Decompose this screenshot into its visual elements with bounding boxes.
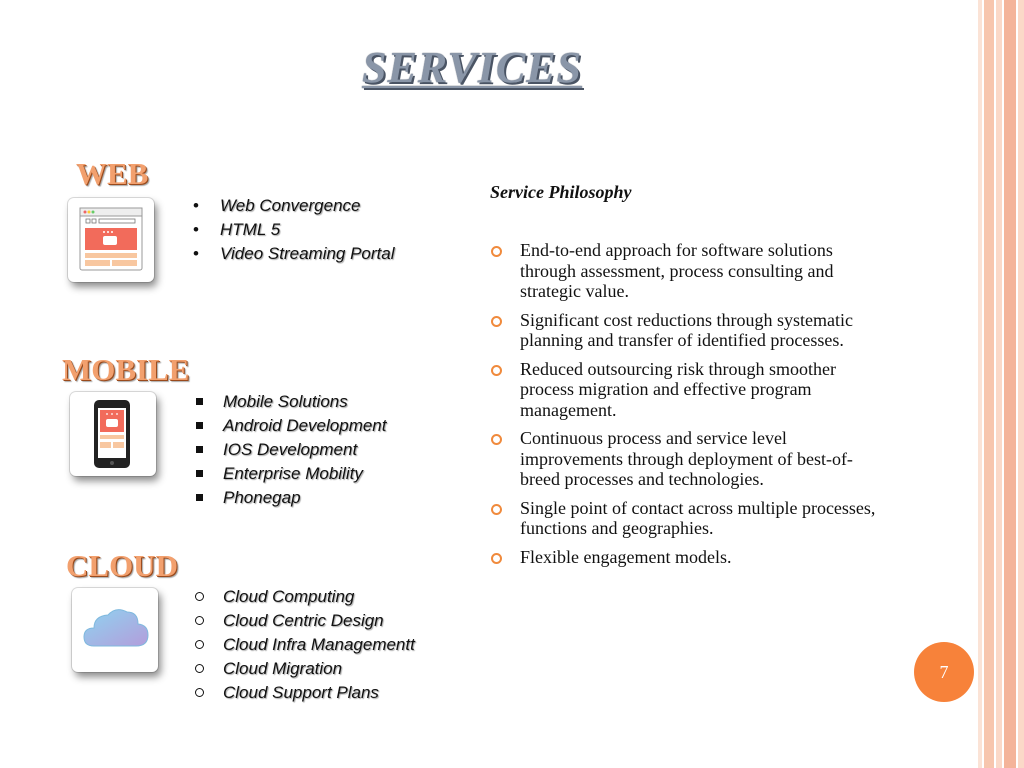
bullet-circle-icon	[491, 246, 502, 257]
bullet-circle-icon	[491, 504, 502, 515]
list-item: Mobile Solutions	[189, 390, 386, 414]
philosophy-point: Reduced outsourcing risk through smoother process migration and effective program management.	[490, 359, 885, 421]
list-item: Android Development	[189, 414, 386, 438]
page-number-badge: 7	[914, 642, 974, 702]
philosophy-point: Significant cost reductions through systematic planning and transfer of identified processes.	[490, 310, 885, 351]
web-services-list	[186, 194, 395, 266]
list-item: Cloud Support Plans	[189, 681, 415, 705]
smartphone-icon	[70, 392, 156, 476]
philosophy-point: Single point of contact across multiple processes, functions and geographies.	[490, 498, 885, 539]
web-heading: WEB	[76, 156, 149, 191]
philosophy-point: Flexible engagement models.	[490, 547, 885, 568]
list-item: Phonegap	[189, 486, 386, 510]
list-item: • Video Streaming Portal	[193, 244, 395, 263]
philosophy-title: Service Philosophy	[490, 182, 632, 202]
mobile-heading: MOBILE	[62, 352, 190, 387]
page-title: SERVICES	[361, 43, 582, 92]
list-item: • HTML 5	[193, 220, 281, 239]
list-item: Cloud Centric Design	[189, 609, 415, 633]
philosophy-point: Continuous process and service level improvements through deployment of best-of-breed processes and technologies.	[490, 428, 885, 490]
philosophy-point: End-to-end approach for software solutions through assessment, process consulting and strategic value.	[490, 240, 885, 302]
list-item: Cloud Computing	[189, 585, 415, 609]
bullet-circle-icon	[491, 365, 502, 376]
list-item: Cloud Migration	[189, 657, 415, 681]
browser-window-icon	[68, 198, 154, 282]
decorative-stripes	[978, 0, 1024, 768]
list-item: • Web Convergence	[193, 196, 361, 215]
cloud-heading: CLOUD	[66, 548, 178, 583]
list-item: IOS Development	[189, 438, 386, 462]
bullet-circle-icon	[491, 316, 502, 327]
cloud-icon	[72, 588, 158, 672]
list-item: Enterprise Mobility	[189, 462, 386, 486]
mobile-services-list	[189, 390, 386, 510]
cloud-services-list	[189, 585, 415, 705]
bullet-circle-icon	[491, 553, 502, 564]
philosophy-list	[490, 240, 885, 575]
bullet-circle-icon	[491, 434, 502, 445]
list-item: Cloud Infra Managementt	[189, 633, 415, 657]
